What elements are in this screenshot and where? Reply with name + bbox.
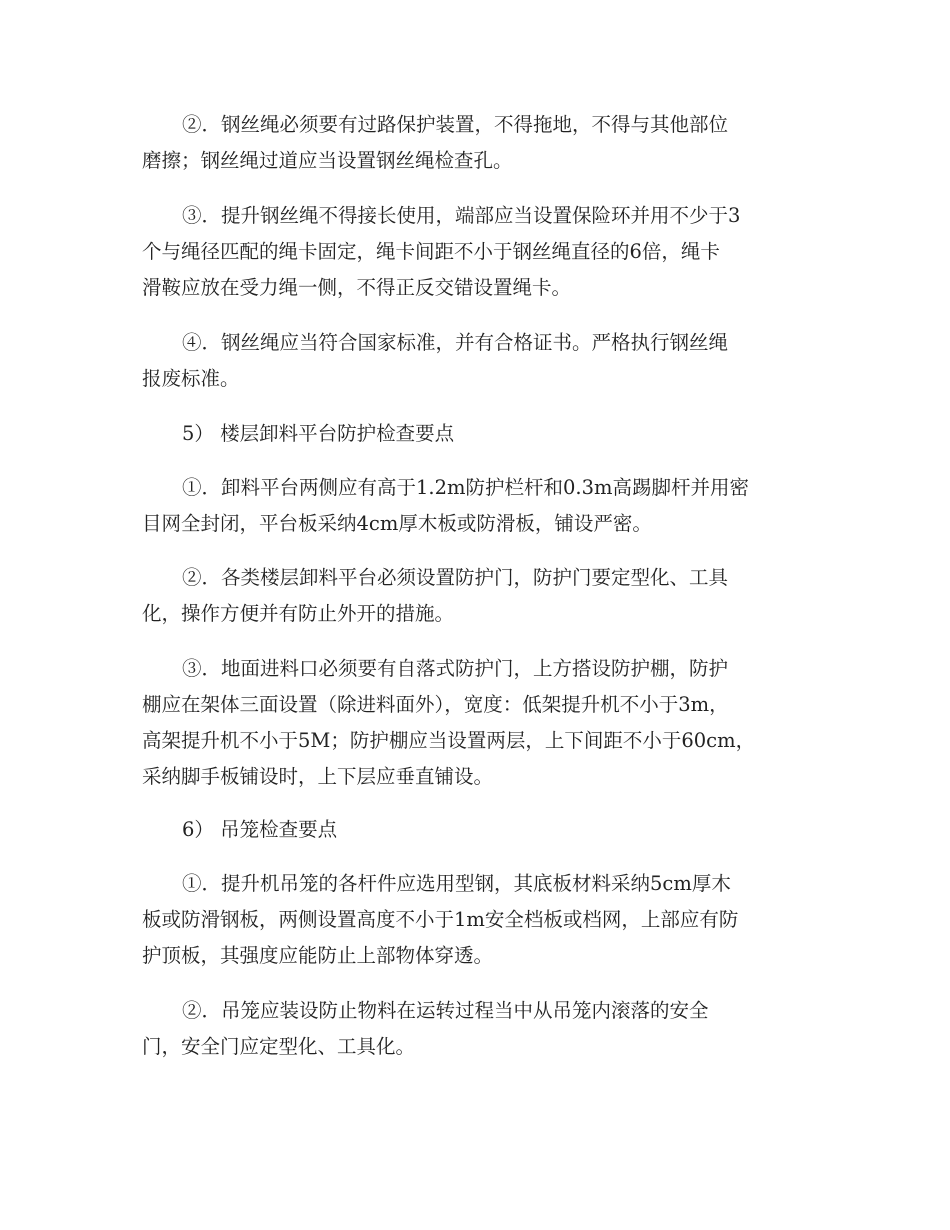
section-heading-cage	[142, 812, 337, 848]
section-heading-floor-platform	[142, 416, 454, 452]
text-line: 磨擦；钢丝绳过道应当设置钢丝绳检查孔。	[142, 149, 513, 172]
text-line: 报废标准。	[142, 367, 240, 390]
text-line: ①．卸料平台两侧应有高于1.2m防护栏杆和0.3m高踢脚杆并用密	[182, 476, 750, 499]
text-line: 高架提升机不小于5M；防护棚应当设置两层，上下间距不小于60cm，	[142, 729, 756, 752]
paragraph-cage-safety-door	[142, 993, 709, 1065]
text-line: 化，操作方便并有防止外开的措施。	[142, 602, 455, 625]
text-line: ①．提升机吊笼的各杆件应选用型钢，其底板材料采纳5cm厚木	[182, 872, 731, 895]
paragraph-wire-rope-splicing	[142, 198, 740, 306]
text-line: 个与绳径匹配的绳卡固定，绳卡间距不小于钢丝绳直径的6倍，绳卡	[142, 240, 720, 263]
text-line: ②．各类楼层卸料平台必须设置防护门，防护门要定型化、工具	[182, 566, 729, 589]
text-line: 棚应在架体三面设置（除进料面外），宽度：低架提升机不小于3m，	[142, 693, 729, 716]
paragraph-platform-gate	[142, 560, 728, 632]
text-line: ②．吊笼应装设防止物料在运转过程当中从吊笼内滚落的安全	[182, 999, 709, 1022]
paragraph-platform-railing	[142, 470, 749, 542]
text-line: ②．钢丝绳必须要有过路保护装置，不得拖地，不得与其他部位	[182, 113, 729, 136]
text-line: 5） 楼层卸料平台防护检查要点	[182, 422, 455, 445]
text-line: ④．钢丝绳应当符合国家标准，并有合格证书。严格执行钢丝绳	[182, 331, 729, 354]
paragraph-cage-structure	[142, 866, 738, 974]
text-line: 目网全封闭，平台板采纳4cm厚木板或防滑板，铺设严密。	[142, 512, 652, 535]
paragraph-ground-entrance	[142, 651, 755, 795]
text-line: ③．地面进料口必须要有自落式防护门，上方搭设防护棚，防护	[182, 657, 729, 680]
text-line: ③．提升钢丝绳不得接长使用，端部应当设置保险环并用不少于3	[182, 204, 741, 227]
text-line: 门，安全门应定型化、工具化。	[142, 1035, 416, 1058]
text-line: 护顶板，其强度应能防止上部物体穿透。	[142, 944, 494, 967]
paragraph-wire-rope-protection	[142, 107, 728, 179]
text-line: 板或防滑钢板，两侧设置高度不小于1m安全档板或档网，上部应有防	[142, 908, 739, 931]
text-line: 6） 吊笼检查要点	[182, 818, 338, 841]
text-line: 采纳脚手板铺设时，上下层应垂直铺设。	[142, 765, 494, 788]
text-line: 滑鞍应放在受力绳一侧，不得正反交错设置绳卡。	[142, 276, 572, 299]
paragraph-wire-rope-standard	[142, 325, 728, 397]
